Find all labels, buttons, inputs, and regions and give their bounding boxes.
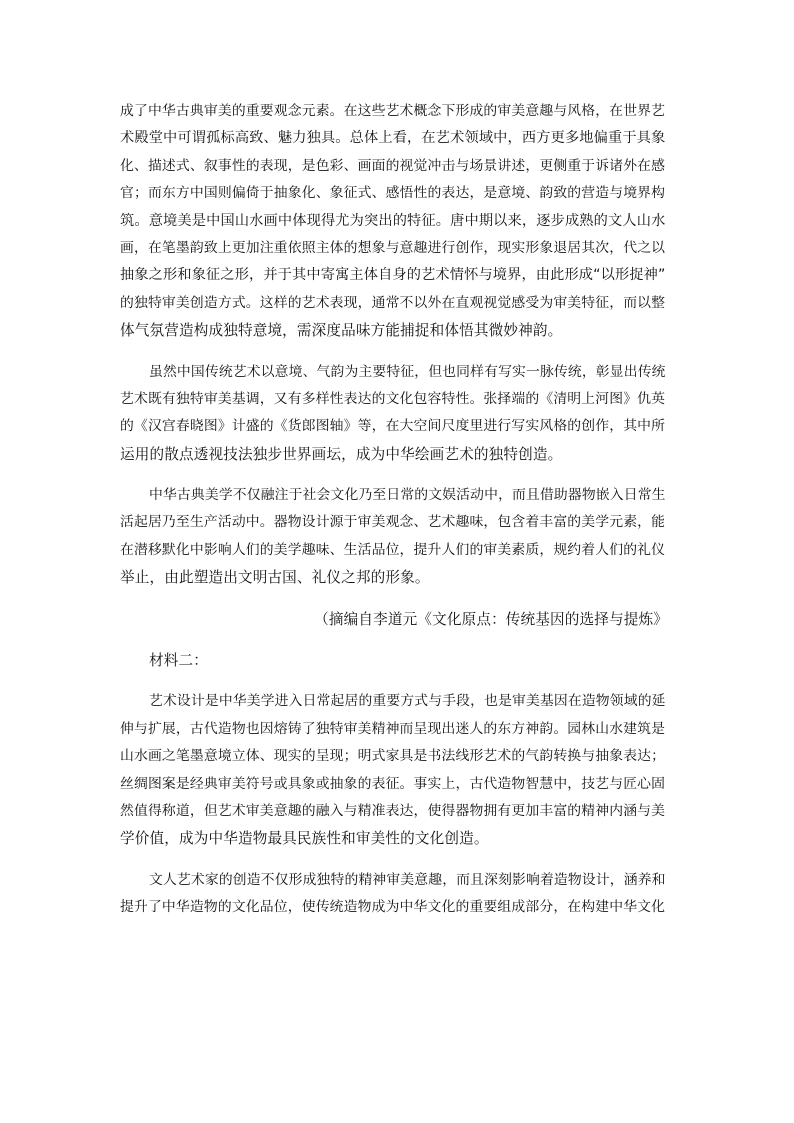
text-line: 然值得称道，但艺术审美意趣的融入与精准表达，使得器物拥有更加丰富的精神内涵与美 (120, 803, 666, 820)
text-line: 中华古典美学不仅融注于社会文化乃至日常的文娱活动中，而且借助器物嵌入日常生 (149, 487, 666, 504)
source-citation: （摘编自李道元《文化原点：传统基因的选择与提炼》 (314, 610, 668, 628)
text-line: 文人艺术家的创造不仅形成独特的精神审美意趣，而且深刻影响着造物设计，涵养和 (149, 871, 666, 888)
text-line: 运用的散点透视技法独步世界画坛，成为中华绘画艺术的独特创造。 (120, 445, 563, 463)
text-line: 艺术设计是中华美学进入日常起居的重要方式与手段，也是审美基因在造物领域的延 (149, 693, 666, 710)
paragraph-2 (120, 359, 668, 469)
text-line: 学价值，成为中华造物最具民族性和审美性的文化创造。 (120, 830, 489, 848)
text-line: 举止，由此塑造出文明古国、礼仪之邦的形象。 (120, 569, 430, 587)
text-line: 化、描述式、叙事性的表现，是色彩、画面的视觉冲击与场景讲述，更侧重于诉诸外在感 (120, 157, 666, 174)
text-line: 提升了中华造物的文化品位，使传统造物成为中华文化的重要组成部分，在构建中华文化 (120, 899, 666, 916)
text-line: 成了中华古典审美的重要观念元素。在这些艺术概念下形成的审美意趣与风格，在世界艺 (120, 103, 666, 119)
paragraph-5 (120, 867, 668, 922)
paragraph-4 (120, 688, 668, 852)
text-line: 术殿堂中可谓孤标高致、魅力独具。总体上看，在艺术领域中，西方更多地偏重于具象 (120, 130, 666, 147)
text-line: 伸与扩展，古代造物也因熔铸了独特审美精神而呈现出迷人的东方神韵。园林山水建筑是 (120, 720, 666, 737)
paragraph-1 (120, 98, 668, 345)
text-line: 筑。意境美是中国山水画中体现得尤为突出的特征。唐中期以来，逐步成熟的文人山水 (120, 212, 666, 229)
text-line: 山水画之笔墨意境立体、现实的呈现；明式家具是书法线形艺术的气韵转换与抽象表达； (120, 748, 666, 765)
text-line: 画，在笔墨韵致上更加注重依照主体的想象与意趣进行创作，现实形象退居其次，代之以 (120, 239, 666, 256)
text-line: 的独特审美创造方式。这样的艺术表现，通常不以外在直观视觉感受为审美特征，而以整 (120, 294, 666, 311)
text-line: 虽然中国传统艺术以意境、气韵为主要特征，但也同样有写实一脉传统，彰显出传统 (149, 363, 666, 380)
text-line: 体气氛营造构成独特意境，需深度品味方能捕捉和体悟其微妙神韵。 (120, 322, 563, 340)
text-line: 官；而东方中国则偏倚于抽象化、象征式、感悟性的表达，是意境、韵致的营造与境界构 (120, 185, 666, 202)
text-line: 活起居乃至生产活动中。器物设计源于审美观念、艺术趣味，包含着丰富的美学元素，能 (120, 514, 666, 531)
text-line: 抽象之形和象征之形，并于其中寄寓主体自身的艺术情怀与境界，由此形成“以形捉神” (120, 267, 666, 284)
paragraph-3 (120, 482, 668, 592)
document-body (120, 98, 668, 922)
text-line: 丝绸图案是经典审美符号或具象或抽象的表征。事实上，古代造物智慧中，技艺与匠心固 (120, 775, 666, 792)
text-line: 的《汉宫春晓图》计盛的《货郎图轴》等，在大空间尺度里进行写实风格的创作，其中所 (120, 418, 666, 435)
text-line: 在潜移默化中影响人们的美学趣味、生活品位，提升人们的审美素质，规约着人们的礼仪 (120, 541, 666, 558)
material-label: 材料二： (149, 652, 208, 670)
text-line: 艺术既有独特审美基调，又有多样性表达的文化包容特性。张择端的《清明上河图》仇英 (120, 390, 666, 407)
